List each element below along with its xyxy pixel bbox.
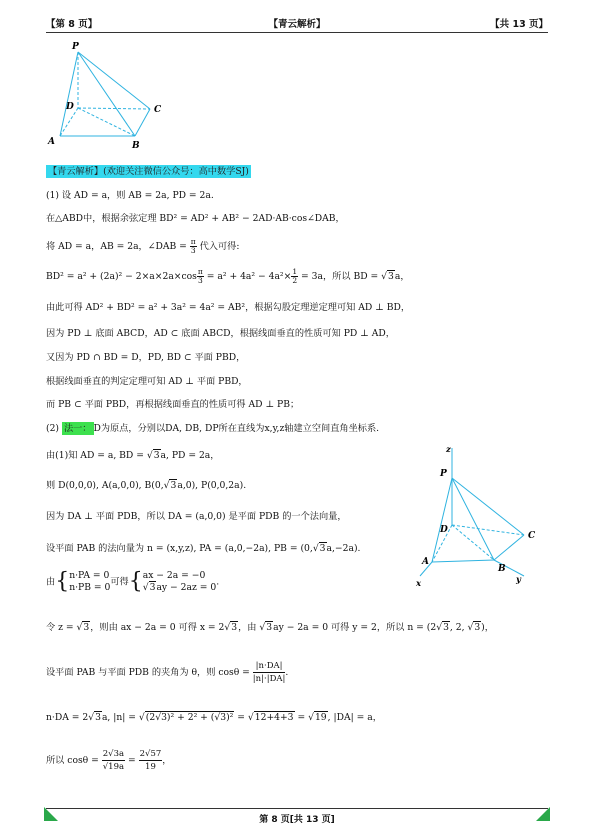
cos-theta-formula: $\frac{|n\cdot DA|}{|n|\cdot|DA|}$ (252, 661, 286, 684)
solution-line-16: 令 z = √3，则由 ax − 2a = 0 可得 x = 2√3，由 √3ay − 2a = 0 可得 y = 2，所以 n = (2√3, 2, √3)， (46, 622, 494, 633)
method-one-badge: 法一： (63, 423, 92, 434)
fig1-label-a: A (48, 137, 55, 147)
solution-line-8: 根据线面垂直的判定定理可知 AD ⊥ 平面 PBD， (46, 376, 248, 387)
fig2-label-p: P (440, 469, 447, 479)
fig2-label-d: D (440, 525, 448, 535)
fraction-pi-3: $\frac{\pi}{3}$ (190, 237, 196, 255)
fig2-label-b: B (498, 564, 506, 574)
header-total-pages: 【共 13 页】 (490, 19, 548, 30)
solution-line-12: 则 D(0,0,0), A(a,0,0), B(0,√3a,0), P(0,0,2a). (46, 480, 247, 491)
fig2-label-y: y (516, 575, 521, 585)
footer-divider (46, 808, 548, 809)
analysis-banner (46, 166, 251, 178)
solution-line-9: 而 PB ⊂ 平面 PBD，再根据线面垂直的性质可得 AD ⊥ PB； (46, 399, 300, 410)
page-footer: 第 8 页[共 13 页] (259, 815, 335, 825)
solution-line-11: 由(1)知 AD = a, BD = √3a, PD = 2a， (46, 450, 220, 461)
header-divider (46, 32, 548, 33)
solution-line-18: n·DA = 2√3a, |n| = √(2√3)² + 2² + (√3)² = √12+4+3 = √19, |DA| = a， (46, 712, 382, 723)
equation-system-2: ax − 2a = −0 √3ay − 2az = 0 (142, 570, 217, 593)
solution-line-15: 由{ n·PA = 0 n·PB = 0 可得{ ax − 2a = −0 √3ay − 2az = 0 . (46, 569, 220, 594)
solution-line-3: 将 AD = a，AB = 2a，∠DAB = $\frac{\pi}{3}$ 代入可得: (46, 237, 240, 255)
solution-line-1: (1) 设 AD = a，则 AB = 2a, PD = 2a. (46, 190, 214, 201)
solution-line-10: (2) 法一： D为原点，分别以DA, DB, DP所在直线为x,y,z轴建立空间直角坐标系. (46, 423, 380, 434)
fig1-label-b: B (132, 141, 140, 151)
coordinate-pyramid-figure (412, 440, 552, 590)
fig2-label-x: x (416, 579, 422, 589)
analysis-label: 【青云解析】(欢迎关注微信公众号：高中数学SJ) (48, 166, 249, 177)
page-header (46, 16, 548, 30)
fig2-label-a: A (422, 557, 429, 567)
pyramid-figure (40, 36, 170, 152)
solution-line-4: BD² = a² + (2a)² − 2×a×2a×cos $\frac{\pi}{3}$ = a² + 4a² − 4a²× $\frac{1}{2}$ = 3a，所以 BD = √3a， (46, 267, 410, 285)
solution-line-19: 所以 cosθ = $\frac{2√3a}{√19a}$ = $\frac{2√57}{19}$ ， (46, 749, 172, 772)
solution-line-2: 在△ABD中，根据余弦定理 BD² = AD² + AB² − 2AD·AB·cos∠DAB， (46, 213, 345, 224)
solution-line-5: 由此可得 AD² + BD² = a² + 3a² = 4a² = AB²，根据勾股定理逆定理可知 AD ⊥ BD， (46, 302, 411, 313)
solution-line-14: 设平面 PAB 的法向量为 n = (x,y,z), PA = (a,0,−2a), PB = (0,√3a,−2a). (46, 543, 361, 554)
solution-line-13: 因为 DA ⊥ 平面 PDB，所以 DA = (a,0,0) 是平面 PDB 的一个法向量， (46, 511, 347, 522)
header-page-number: 【第 8 页】 (46, 19, 98, 30)
solution-line-7: 又因为 PD ∩ BD = D，PD, BD ⊂ 平面 PBD， (46, 352, 246, 363)
fig2-label-c: C (528, 531, 536, 541)
fig2-label-z: z (446, 445, 451, 455)
fig1-label-d: D (66, 102, 74, 112)
fig1-label-p: P (72, 42, 79, 52)
solution-line-6: 因为 PD ⊥ 底面 ABCD，AD ⊂ 底面 ABCD，根据线面垂直的性质可知 PD ⊥ AD， (46, 328, 395, 339)
header-title: 【青云解析】 (268, 19, 326, 30)
solution-line-17: 设平面 PAB 与平面 PDB 的夹角为 θ，则 cosθ = $\frac{|n\cdot DA|}{|n|\cdot|DA|}$ . (46, 661, 289, 684)
fig1-label-c: C (154, 105, 162, 115)
equation-system-1: n·PA = 0 n·PB = 0 (69, 570, 111, 593)
